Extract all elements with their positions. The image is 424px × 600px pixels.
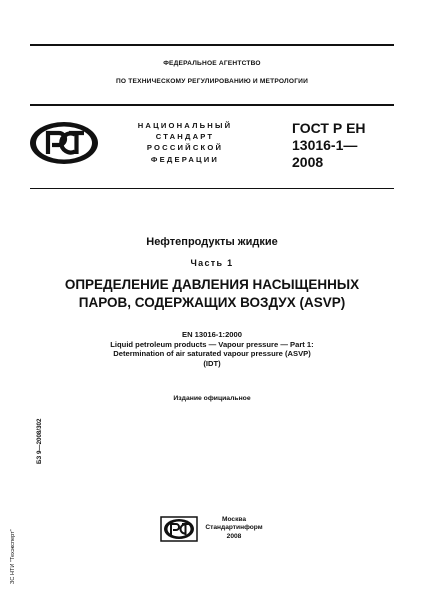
gost-line-2: 13016-1—: [292, 137, 358, 153]
side-note-text: ЗС НТИ "Техэксперт": [10, 529, 16, 584]
top-rule: [30, 44, 394, 46]
publisher-block: [204, 516, 264, 541]
agency-line-2: ПО ТЕХНИЧЕСКОМУ РЕГУЛИРОВАНИЮ И МЕТРОЛОГИИ: [115, 78, 309, 85]
national-line-1: НАЦИОНАЛЬНЫЙ: [137, 121, 233, 130]
national-line-2: СТАНДАРТ: [155, 132, 215, 142]
national-line-4: ФЕДЕРАЦИИ: [150, 154, 220, 164]
main-title-line-2: ПАРОВ, СОДЕРЖАЩИХ ВОЗДУХ (ASVP): [78, 295, 346, 310]
national-standard-label: [110, 120, 260, 165]
pct-certification-logo-icon: [28, 120, 100, 166]
main-title-line-1: ОПРЕДЕЛЕНИЕ ДАВЛЕНИЯ НАСЫЩЕННЫХ: [64, 277, 360, 292]
side-code-text: БЗ 9—2008/302: [36, 418, 43, 464]
publisher-name: Стандартинформ: [205, 524, 263, 532]
gost-line-1: ГОСТ Р ЕН: [292, 120, 366, 136]
publisher-city: Москва: [221, 516, 247, 523]
en-title-line-2: Determination of air saturated vapour pressure (ASVP): [113, 349, 311, 359]
gost-designation: [292, 120, 392, 171]
national-line-3: РОССИЙСКОЙ: [146, 143, 224, 153]
gost-line-3: 2008: [292, 154, 324, 170]
side-note: [10, 529, 20, 594]
en-idt: (IDT): [203, 358, 221, 368]
side-code: [36, 418, 46, 474]
document-title: Нефтепродукты жидкие: [146, 236, 278, 248]
en-title-line-1: Liquid petroleum products — Vapour pressure — Part 1:: [110, 339, 314, 349]
english-reference: [30, 330, 394, 368]
middle-rule: [30, 104, 394, 106]
en-code: EN 13016-1:2000: [182, 330, 242, 339]
publisher-year: 2008: [226, 532, 242, 540]
agency-line-1: ФЕДЕРАЛЬНОЕ АГЕНТСТВО: [163, 60, 261, 67]
main-title: [30, 276, 394, 312]
standartinform-logo-icon: [160, 516, 198, 542]
bottom-rule: [30, 188, 394, 189]
edition-label: Издание официальное: [173, 395, 251, 402]
part-label: Часть 1: [190, 258, 234, 268]
